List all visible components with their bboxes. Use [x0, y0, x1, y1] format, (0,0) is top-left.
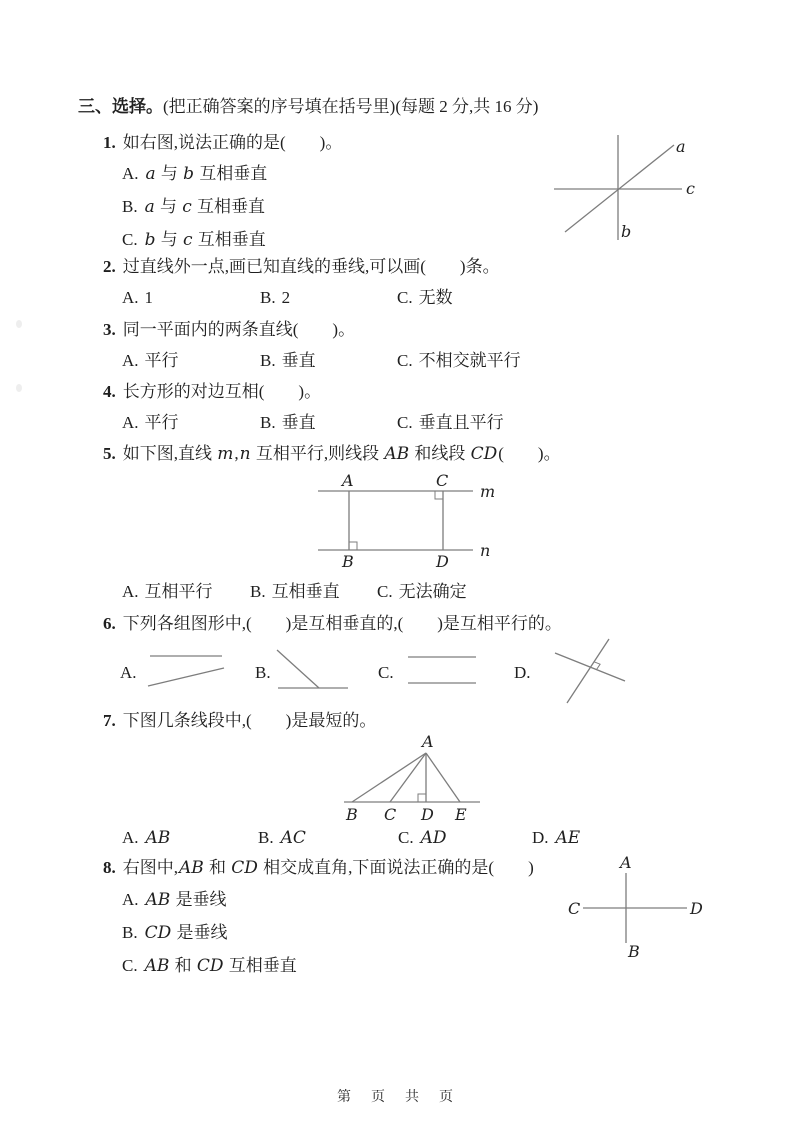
segment-AB — [352, 753, 426, 802]
option-text: b 与 c 互相垂直 — [144, 230, 266, 250]
question-1-text: 如右图,说法正确的是( )。 — [122, 133, 343, 152]
figure-q6-label-b: B. — [255, 663, 271, 682]
question-7-option-c — [398, 827, 448, 849]
option-text: 垂直且平行 — [418, 413, 504, 432]
option-label: B. — [260, 413, 276, 432]
option-label: A. — [122, 164, 139, 183]
question-6-number: 6. — [103, 614, 116, 633]
option-text: 互相平行 — [144, 582, 213, 601]
option-text: a 与 b 互相垂直 — [145, 164, 268, 184]
label-E: E — [455, 805, 467, 824]
question-8-option-c — [122, 955, 297, 977]
option-label: A. — [122, 582, 139, 601]
section-header — [78, 96, 538, 117]
label-D: D — [690, 899, 703, 918]
option-text: AD — [420, 828, 447, 848]
option-text: 平行 — [144, 413, 179, 432]
option-label: C. — [377, 582, 393, 601]
option-text: 无法确定 — [398, 582, 467, 601]
page-footer: 第 页 共 页 — [337, 1088, 456, 1104]
option-text: 互相垂直 — [271, 582, 340, 601]
label-C: C — [384, 805, 397, 824]
scan-artifact — [16, 384, 22, 392]
option-text: AB 是垂线 — [145, 890, 227, 910]
question-7-number: 7. — [103, 711, 116, 730]
option-label: A. — [122, 351, 139, 370]
label-C: C — [436, 471, 449, 490]
figure-q1-crossing-lines — [548, 128, 793, 250]
question-5-option-c — [377, 581, 467, 602]
label-A: A — [342, 471, 354, 490]
question-1-option-c — [122, 229, 266, 251]
label-D: D — [436, 552, 449, 571]
figure-q8-cross — [556, 843, 706, 965]
question-8-text: 右图中,AB 和 CD 相交成直角,下面说法正确的是( ) — [122, 858, 534, 878]
label-m: m — [480, 482, 496, 501]
question-3-number: 3. — [103, 320, 116, 339]
section-title: 三、选择。 — [78, 97, 163, 116]
line — [277, 650, 319, 688]
question-7-option-b — [258, 827, 307, 849]
question-4-option-a — [122, 412, 179, 433]
segment-AC — [390, 753, 426, 802]
question-5-text: 如下图,直线 m,n 互相平行,则线段 AB 和线段 CD( )。 — [122, 444, 561, 464]
option-label: B. — [258, 828, 274, 847]
option-label: B. — [260, 288, 276, 307]
label-A: A — [620, 853, 632, 872]
option-label: A. — [122, 828, 139, 847]
question-2-option-b — [260, 287, 290, 308]
figure-q6-label-d: D. — [514, 663, 531, 682]
option-text: 垂直 — [281, 413, 316, 432]
question-4-option-c — [397, 412, 504, 433]
question-2-option-a — [122, 287, 153, 308]
option-label: C. — [398, 828, 414, 847]
option-label: A. — [122, 890, 139, 909]
label-B: B — [628, 942, 640, 961]
question-6-text: 下列各组图形中,( )是互相垂直的,( )是互相平行的。 — [122, 614, 562, 633]
question-2 — [103, 256, 500, 277]
label-a: a — [676, 137, 686, 156]
question-3-option-a — [122, 350, 179, 371]
option-text: 1 — [144, 288, 154, 307]
question-8-option-a — [122, 889, 227, 911]
segment-AE — [426, 753, 460, 802]
question-6 — [103, 613, 562, 634]
option-text: AB — [145, 828, 171, 848]
label-B: B — [346, 805, 358, 824]
figure-q6-d-perpendicular-lines — [553, 637, 629, 707]
figure-q6-c-parallel-lines — [404, 650, 480, 688]
label-C: C — [568, 899, 581, 918]
question-1-option-b — [122, 196, 265, 218]
line — [567, 639, 609, 703]
question-2-text: 过直线外一点,画已知直线的垂线,可以画( )条。 — [122, 257, 500, 276]
label-B: B — [342, 552, 354, 571]
figure-q5-parallel-lines — [308, 468, 508, 573]
option-label: B. — [122, 923, 138, 942]
question-5-number: 5. — [103, 444, 116, 463]
question-4-option-b — [260, 412, 316, 433]
label-b: b — [621, 222, 632, 241]
option-text: 垂直 — [281, 351, 316, 370]
option-label: B. — [122, 197, 138, 216]
option-label: A. — [122, 288, 139, 307]
question-4-number: 4. — [103, 382, 116, 401]
question-5 — [103, 443, 561, 465]
question-7-option-a — [122, 827, 171, 849]
figure-q6-label-c: C. — [378, 663, 394, 682]
option-text: a 与 c 互相垂直 — [144, 197, 266, 217]
option-label: B. — [250, 582, 266, 601]
figure-q6-label-a: A. — [120, 663, 137, 682]
option-label: C. — [397, 288, 413, 307]
question-2-option-c — [397, 287, 453, 308]
question-4 — [103, 381, 321, 402]
question-3-option-b — [260, 350, 316, 371]
label-A: A — [422, 732, 434, 751]
question-8 — [103, 857, 534, 879]
option-label: B. — [260, 351, 276, 370]
option-text: 不相交就平行 — [418, 351, 521, 370]
question-3-option-c — [397, 350, 521, 371]
question-8-option-b — [122, 922, 227, 944]
question-4-text: 长方形的对边互相( )。 — [122, 382, 322, 401]
question-3-text: 同一平面内的两条直线( )。 — [122, 320, 356, 339]
label-D: D — [421, 805, 434, 824]
line — [148, 668, 224, 686]
figure-q6-a-nonparallel-lines — [146, 648, 226, 692]
label-n: n — [480, 541, 491, 560]
question-2-number: 2. — [103, 257, 116, 276]
question-5-option-a — [122, 581, 213, 602]
option-text: 无数 — [418, 288, 453, 307]
option-label: D. — [532, 828, 549, 847]
option-text: CD 是垂线 — [144, 923, 228, 943]
option-label: C. — [397, 413, 413, 432]
section-note: (把正确答案的序号填在括号里)(每题 2 分,共 16 分) — [163, 97, 539, 116]
question-8-number: 8. — [103, 858, 116, 877]
option-label: C. — [122, 956, 138, 975]
option-text: AE — [555, 828, 581, 848]
question-1-number: 1. — [103, 133, 116, 152]
question-7 — [103, 710, 376, 731]
question-3 — [103, 319, 355, 340]
option-text: AB 和 CD 互相垂直 — [144, 956, 297, 976]
option-text: 2 — [281, 288, 291, 307]
option-label: C. — [122, 230, 138, 249]
option-text: 平行 — [144, 351, 179, 370]
figure-q7-triangle-segments — [338, 733, 493, 825]
option-text: AC — [280, 828, 306, 848]
label-c: c — [686, 179, 695, 198]
option-label: A. — [122, 413, 139, 432]
option-label: C. — [397, 351, 413, 370]
question-7-text: 下图几条线段中,( )是最短的。 — [122, 711, 377, 730]
right-angle-mark — [435, 491, 443, 499]
question-1 — [103, 132, 342, 153]
figure-q6-b-oblique-meeting-lines — [276, 646, 352, 694]
right-angle-mark — [418, 794, 426, 802]
question-5-option-b — [250, 581, 340, 602]
scan-artifact — [16, 320, 22, 328]
question-1-option-a — [122, 163, 267, 185]
right-angle-mark — [349, 542, 357, 550]
